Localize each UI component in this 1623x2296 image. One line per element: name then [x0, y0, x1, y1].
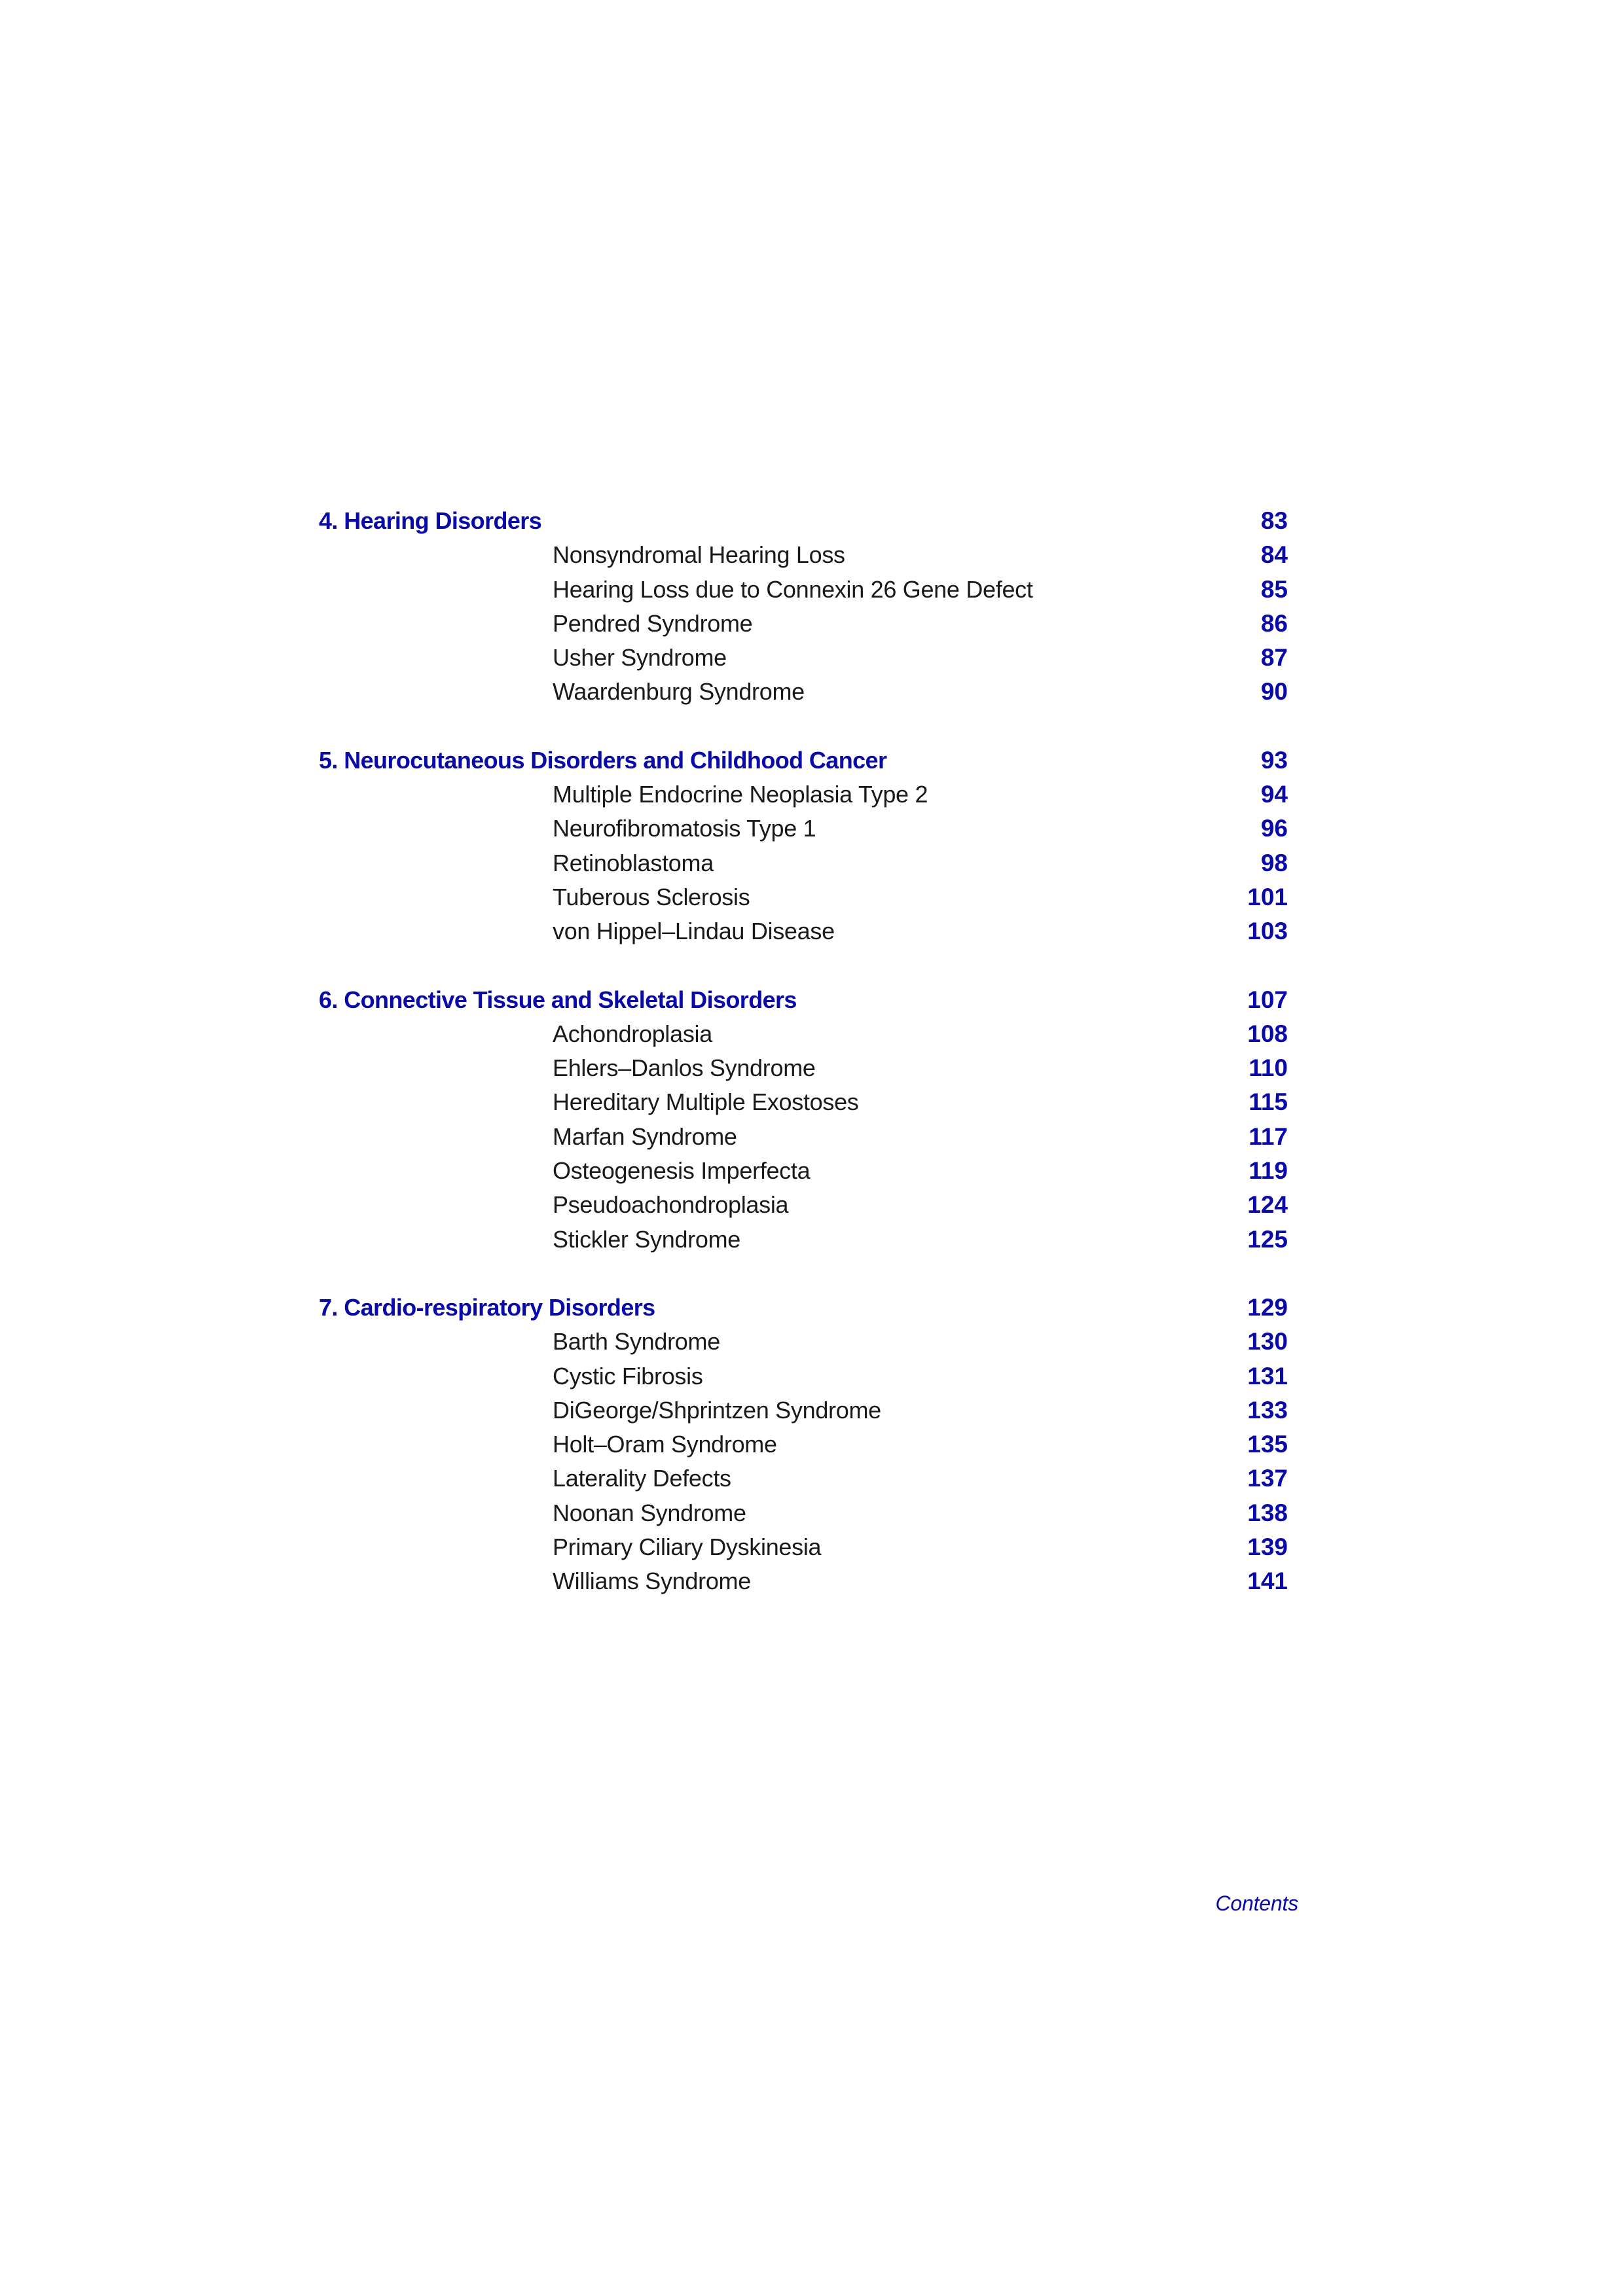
- toc-entry[interactable]: [319, 1530, 1296, 1564]
- entry-page-number-link[interactable]: 84: [1260, 541, 1288, 569]
- entry-title: Stickler Syndrome: [553, 1225, 740, 1253]
- entry-page-number-link[interactable]: 85: [1260, 575, 1288, 603]
- chapter-title-link[interactable]: 6. Connective Tissue and Skeletal Disorders: [319, 986, 797, 1013]
- entry-page-number-link[interactable]: 103: [1247, 918, 1288, 945]
- entry-page-number-link[interactable]: 96: [1260, 815, 1288, 842]
- toc-entry[interactable]: [319, 1325, 1296, 1359]
- entry-page-number-link[interactable]: 131: [1247, 1362, 1288, 1390]
- entry-page-number-link[interactable]: 115: [1249, 1088, 1288, 1116]
- entry-page-number-link[interactable]: 87: [1260, 644, 1288, 672]
- toc-chapter-heading[interactable]: [319, 1291, 1296, 1325]
- entry-title: Usher Syndrome: [553, 644, 727, 672]
- entry-title: DiGeorge/Shprintzen Syndrome: [553, 1396, 881, 1424]
- entry-title: Laterality Defects: [553, 1465, 731, 1492]
- entry-page-number-link[interactable]: 130: [1247, 1328, 1288, 1355]
- toc-entry[interactable]: [319, 880, 1296, 914]
- entry-page-number-link[interactable]: 133: [1247, 1396, 1288, 1424]
- toc-entry[interactable]: [319, 1120, 1296, 1154]
- entry-title: Nonsyndromal Hearing Loss: [553, 541, 845, 569]
- entry-page-number-link[interactable]: 124: [1247, 1191, 1288, 1219]
- entry-page-number-link[interactable]: 125: [1247, 1225, 1288, 1253]
- entry-page-number-link[interactable]: 138: [1247, 1499, 1288, 1526]
- chapter-title-link[interactable]: 4. Hearing Disorders: [319, 507, 542, 534]
- toc-entry[interactable]: [319, 1496, 1296, 1530]
- toc-entry[interactable]: [319, 1188, 1296, 1222]
- chapter-page-number[interactable]: 107: [1247, 986, 1288, 1013]
- toc-entry[interactable]: [319, 812, 1296, 846]
- entry-title: Barth Syndrome: [553, 1328, 720, 1355]
- entry-title: Ehlers–Danlos Syndrome: [553, 1054, 816, 1082]
- entry-page-number-link[interactable]: 139: [1247, 1534, 1288, 1561]
- toc-chapter-heading[interactable]: [319, 744, 1296, 778]
- entry-page-number-link[interactable]: 94: [1260, 781, 1288, 808]
- toc-entry[interactable]: [319, 1462, 1296, 1496]
- chapter-title-link[interactable]: 7. Cardio-respiratory Disorders: [319, 1293, 655, 1321]
- entry-title: Waardenburg Syndrome: [553, 678, 805, 706]
- entry-title: Multiple Endocrine Neoplasia Type 2: [553, 781, 928, 808]
- toc-entry[interactable]: [319, 675, 1296, 709]
- chapter-page-number[interactable]: 93: [1260, 746, 1288, 774]
- entry-page-number-link[interactable]: 101: [1247, 883, 1288, 910]
- entry-title: Noonan Syndrome: [553, 1499, 746, 1526]
- running-footer-title: Contents: [1215, 1892, 1298, 1915]
- chapter-title-link[interactable]: 5. Neurocutaneous Disorders and Childhood Cancer: [319, 746, 887, 774]
- toc-entry[interactable]: [319, 641, 1296, 675]
- entry-page-number-link[interactable]: 137: [1247, 1465, 1288, 1492]
- entry-title: Pendred Syndrome: [553, 609, 753, 637]
- entry-title: Achondroplasia: [553, 1020, 712, 1047]
- chapter-page-number[interactable]: 129: [1247, 1293, 1288, 1321]
- toc-entry[interactable]: [319, 1564, 1296, 1598]
- toc-entry[interactable]: [319, 1017, 1296, 1051]
- entry-page-number-link[interactable]: 135: [1247, 1431, 1288, 1458]
- toc-chapter: [319, 744, 1296, 949]
- entry-title: Marfan Syndrome: [553, 1122, 737, 1150]
- toc-entry[interactable]: [319, 1427, 1296, 1462]
- chapter-page-number[interactable]: 83: [1260, 507, 1288, 534]
- entry-page-number-link[interactable]: 117: [1249, 1122, 1288, 1150]
- entry-page-number-link[interactable]: 141: [1247, 1568, 1288, 1595]
- toc-entry[interactable]: [319, 846, 1296, 880]
- entry-page-number-link[interactable]: 119: [1249, 1157, 1288, 1185]
- toc-entry[interactable]: [319, 778, 1296, 812]
- toc-chapter-heading[interactable]: [319, 983, 1296, 1017]
- toc-entry[interactable]: [319, 607, 1296, 641]
- toc-entry[interactable]: [319, 1154, 1296, 1188]
- toc-entry[interactable]: [319, 1223, 1296, 1257]
- toc-entry[interactable]: [319, 538, 1296, 572]
- entry-page-number-link[interactable]: 86: [1260, 609, 1288, 637]
- entry-page-number-link[interactable]: 90: [1260, 678, 1288, 706]
- table-of-contents: [319, 504, 1296, 1633]
- entry-title: Osteogenesis Imperfecta: [553, 1157, 811, 1185]
- toc-chapter: [319, 983, 1296, 1257]
- entry-page-number-link[interactable]: 98: [1260, 849, 1288, 876]
- toc-entry[interactable]: [319, 914, 1296, 948]
- toc-chapter: [319, 1291, 1296, 1599]
- entry-page-number-link[interactable]: 110: [1249, 1054, 1288, 1082]
- toc-entry[interactable]: [319, 1085, 1296, 1119]
- entry-title: Holt–Oram Syndrome: [553, 1431, 777, 1458]
- entry-title: Hereditary Multiple Exostoses: [553, 1088, 859, 1116]
- entry-title: Tuberous Sclerosis: [553, 883, 750, 910]
- entry-title: von Hippel–Lindau Disease: [553, 918, 835, 945]
- toc-entry[interactable]: [319, 1051, 1296, 1085]
- toc-chapter-heading[interactable]: [319, 504, 1296, 538]
- entry-title: Hearing Loss due to Connexin 26 Gene Defect: [553, 575, 1033, 603]
- entry-title: Cystic Fibrosis: [553, 1362, 703, 1390]
- toc-entry[interactable]: [319, 573, 1296, 607]
- entry-title: Retinoblastoma: [553, 849, 714, 876]
- entry-page-number-link[interactable]: 108: [1247, 1020, 1288, 1047]
- entry-title: Primary Ciliary Dyskinesia: [553, 1534, 822, 1561]
- toc-entry[interactable]: [319, 1359, 1296, 1393]
- toc-entry[interactable]: [319, 1393, 1296, 1427]
- entry-title: Williams Syndrome: [553, 1568, 751, 1595]
- toc-chapter: [319, 504, 1296, 709]
- entry-title: Neurofibromatosis Type 1: [553, 815, 816, 842]
- entry-title: Pseudoachondroplasia: [553, 1191, 789, 1219]
